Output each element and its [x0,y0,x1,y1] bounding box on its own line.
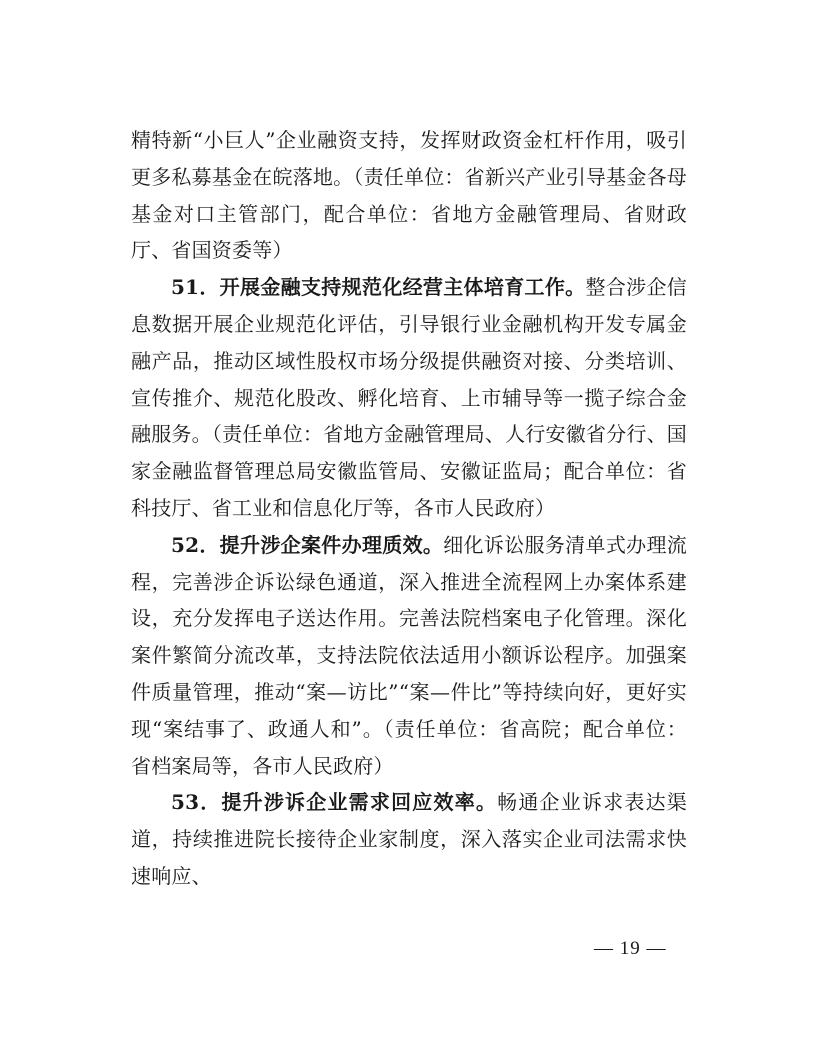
document-body [131,122,687,895]
item-53-body: 畅通企业诉求表达渠道，持续推进院长接待企业家制度，深入落实企业司法需求快速响应、 [131,790,687,888]
paragraph-continued [131,122,687,269]
item-52-body: 细化诉讼服务清单式办理流程，完善涉企诉讼绿色通道，深入推进全流程网上办案体系建设，充分发挥电子送达作用。完善法院档案电子化管理。深化案件繁简分流改革，支持法院依法适用小额诉讼程序。加强案件质量管理，推动“案—访比”“案—件比”等持续向好，更好实现“案结事了、政通人和”。（责任单位：省高院；配合单位：省档案局等，各市人民政府） [131,532,687,778]
paragraph-text: 精特新“小巨人”企业融资支持，发挥财政资金杠杆作用，吸引更多私募基金在皖落地。（责任单位：省新兴产业引导基金各母基金对口主管部门，配合单位：省地方金融管理局、省财政厅、省国资委等） [131,128,687,263]
item-52-title: 52．提升涉企案件办理质效。 [171,532,444,557]
paragraph-item-53 [131,784,687,894]
page-number: — 19 — [594,938,667,959]
item-51-body: 整合涉企信息数据开展企业规范化评估，引导银行业金融机构开发专属金融产品，推动区域性股权市场分级提供融资对接、分类培训、宣传推介、规范化股改、孵化培育、上市辅导等一揽子综合金融服务。（责任单位：省地方金融管理局、人行安徽省分行、国家金融监督管理总局安徽监管局、安徽证监局；配合单位：省科技厅、省工业和信息化厅等，各市人民政府） [131,275,687,520]
paragraph-item-51 [131,269,687,527]
paragraph-item-52 [131,527,687,785]
item-51-title: 51．开展金融支持规范化经营主体培育工作。 [171,275,586,300]
item-53-title: 53．提升涉诉企业需求回应效率。 [171,790,498,815]
